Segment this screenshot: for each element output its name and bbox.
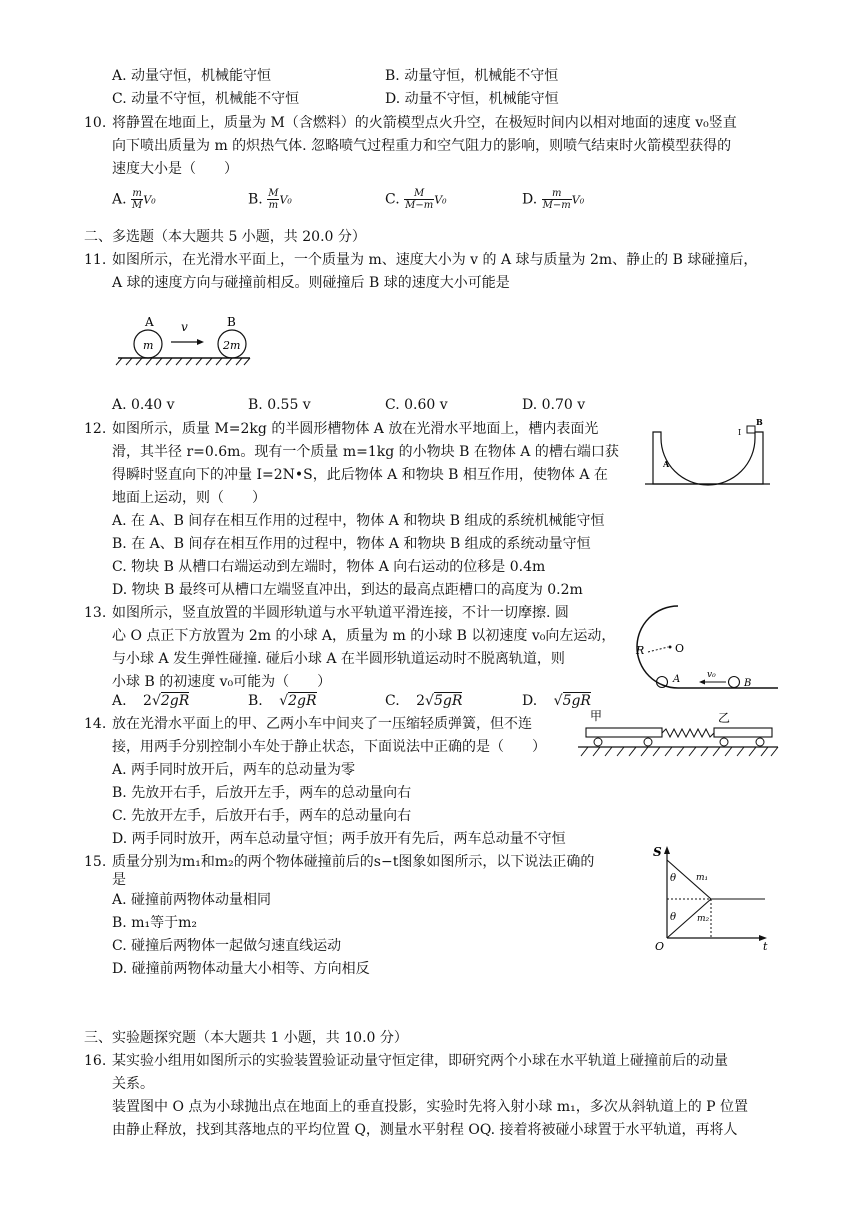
q15-fig-label-m2: m₂ [697,914,710,924]
q12-trough-body [653,432,763,485]
q10-option-b-velocity: V₀ [279,193,292,207]
q13-ball-a [657,677,668,688]
q14-compressed-spring [662,729,714,737]
q13-fig-label-b: B [744,678,752,689]
q13-option-b-sqrt-sign: √ [279,693,289,709]
q13-stem-line3: 与小球 A 发生弹性碰撞. 碰后小球 A 在半圆形轨道运动时不脱离轨道，则 [112,651,565,667]
q11-stem-line1: 如图所示，在光滑水平面上，一个质量为 m、速度大小为 v 的 A 球与质量为 2m、静止的 B 球碰撞后， [112,252,758,268]
q9-option-a: A. 动量守恒，机械能守恒 [112,68,272,84]
q11-option-c: C. 0.60 v [385,397,448,413]
q14-cart-yi [714,728,772,737]
q10-option-c-numerator: M [404,188,434,200]
q11-ball-a-mass: m [143,339,154,352]
q14-stem-line1: 放在光滑水平面上的甲、乙两小车中间夹了一压缩轻质弹簧，但不连 [112,716,532,732]
q10-option-d-fraction [542,188,572,211]
q16-stem-line4: 由静止释放，找到其落地点的平均位置 Q，测量水平射程 OQ. 接着将被碰小球置于水平轨道，再将人 [112,1122,738,1138]
q12-fig-label-i: I [738,428,742,437]
q14-cart-yi-wheel-left [720,738,728,746]
q13-semicircle-track-figure [610,600,780,694]
q12-stem-line3: 得瞬时竖直向下的冲量 I=2N•S，此后物体 A 和物块 B 相互作用，使物体 A 在 [112,467,608,483]
q10-stem-line3: 速度大小是（ ） [112,161,238,177]
q11-stem-line2: A 球的速度方向与碰撞前相反。则碰撞后 B 球的速度大小可能是 [112,275,510,291]
q14-fig-label-jia: 甲 [590,709,603,723]
q10-option-c-label: C. [385,191,400,208]
q15-fig-label-s: S [653,845,662,859]
q12-half-cylinder-trough-figure [645,418,770,490]
q10-option-c-fraction [404,188,434,211]
q13-option-c-coefficient: 2 [416,693,426,709]
q13-option-a-radicand: 2gR [160,693,190,709]
q13-option-a [112,690,189,712]
q10-option-d [522,188,584,212]
q13-center-point [669,646,672,649]
q13-ball-b [729,677,740,688]
q14-option-a: A. 两手同时放开后，两车的总动量为零 [112,762,356,778]
q12-number: 12. [84,421,107,437]
q15-option-d: D. 碰撞前两物体动量大小相等、方向相反 [112,961,370,977]
q10-option-a-numerator: m [132,188,142,199]
q13-stem-line2: 心 O 点正下方放置为 2m 的小球 A，质量为 m 的小球 B 以初速度 v₀向左运动， [112,628,616,644]
q11-velocity-arrowhead [197,339,204,345]
q14-ground-hatching [581,747,778,756]
q14-spring-carts-figure [578,706,778,764]
q14-fig-label-yi: 乙 [718,711,731,725]
q10-option-b-denominator: m [268,200,279,211]
q12-option-a: A. 在 A、B 间存在相互作用的过程中，物体 A 和物块 B 组成的系统机械能守恒 [112,513,605,529]
q15-number: 15. [84,854,107,870]
q12-option-c: C. 物块 B 从槽口右端运动到左端时，物体 A 向右运动的位移是 0.4m [112,559,546,575]
q11-ball-b-mass: 2m [223,339,241,352]
q11-fig-label-v: v [181,320,188,334]
q11-option-b: B. 0.55 v [248,397,311,413]
q10-number: 10. [84,115,107,131]
q10-option-a-label: A. [112,191,127,208]
q14-option-b: B. 先放开右手，后放开左手，两车的总动量向右 [112,785,412,801]
q16-stem-line3: 装置图中 O 点为小球抛出点在地面上的垂直投影，实验时先将入射小球 m₁，多次从斜轨道上的 P 位置 [112,1099,749,1115]
q15-option-b: B. m₁等于m₂ [112,915,197,931]
section-heading-experiment: 三、实验题探究题（本大题共 1 小题，共 10.0 分） [84,1030,408,1046]
q10-option-c [385,188,447,212]
q14-cart-yi-wheel-right [756,738,764,746]
q15-fig-label-theta-upper: θ [670,873,677,884]
q12-option-d: D. 物块 B 最终可从槽口左端竖直冲出，到达的最高点距槽口的高度为 0.2m [112,582,583,598]
q13-option-c-radicand: 5gR [433,693,463,709]
q13-option-c-sqrt-sign: √ [425,693,434,709]
q12-stem-line4: 地面上运动，则（ ） [112,490,266,506]
q10-option-b-label: B. [248,191,263,208]
q15-stem-line2: 是 [112,872,126,888]
q13-option-a-coefficient: 2 [143,693,152,709]
q10-option-b-numerator: M [268,188,279,199]
q14-number: 14. [84,716,107,732]
q10-option-d-label: D. [522,191,538,208]
q10-option-d-denominator: M−m [542,200,571,211]
q15-s-t-graph-figure [645,842,775,953]
q12-stem-line1: 如图所示，质量 M=2kg 的半圆形槽物体 A 放在光滑水平地面上，槽内表面光 [112,421,599,437]
q12-block-b [747,426,755,433]
q15-s-axis-arrowhead [664,846,670,854]
q13-number: 13. [84,605,107,621]
q13-fig-label-r: R [636,644,645,657]
q13-option-c [385,690,462,712]
q12-fig-label-a: A [663,459,670,469]
q13-option-b-radicand: 2gR [288,693,317,709]
q15-fig-label-m1: m₁ [696,873,709,883]
q10-option-c-denominator: M−m [405,200,434,211]
q12-fig-label-b: B [756,417,763,427]
q10-stem-line1: 将静置在地面上，质量为 M（含燃料）的火箭模型点火升空，在极短时间内以相对地面的速度 v₀竖直 [112,115,737,131]
q11-fig-label-a: A [145,315,154,329]
q14-option-d: D. 两手同时放开，两车总动量守恒；两手放开有先后，两车总动量不守恒 [112,831,566,847]
q11-fig-label-b: B [227,315,236,329]
q10-option-b [248,188,292,212]
q13-radius-line [648,647,668,652]
q10-option-d-velocity: V₀ [571,193,585,207]
q13-option-b [248,690,317,712]
q10-stem-line2: 向下喷出质量为 m 的炽热气体. 忽略喷气过程重力和空气阻力的影响，则喷气结束时火箭模型获得的 [112,138,732,154]
q16-stem-line1: 某实验小组用如图所示的实验装置验证动量守恒定律，即研究两个小球在水平轨道上碰撞前后的动量 [112,1053,728,1069]
q14-option-c: C. 先放开左手，后放开右手，两车的总动量向右 [112,808,412,824]
q14-cart-jia-wheel-right [644,738,652,746]
q10-option-a-fraction [131,188,143,211]
q13-velocity-arrowhead [699,680,705,685]
q15-stem-line1: 质量分别为m₁和m₂的两个物体碰撞前后的s−t图象如图所示，以下说法正确的 [112,854,595,870]
q15-option-c: C. 碰撞后两物体一起做匀速直线运动 [112,938,342,954]
q10-option-d-numerator: m [542,188,572,200]
q14-stem-line2: 接，用两手分别控制小车处于静止状态，下面说法中正确的是（ ） [112,739,546,755]
q14-cart-jia-wheel-left [594,738,602,746]
q10-option-a [112,188,156,212]
q15-option-a: A. 碰撞前两物体动量相同 [112,892,272,908]
q13-option-d-radicand: 5gR [562,693,591,709]
q9-option-d: D. 动量不守恒，机械能守恒 [385,91,559,107]
section-heading-multiple-choice: 二、多选题（本大题共 5 小题，共 20.0 分） [84,229,366,245]
q12-stem-line2: 滑，其半径 r=0.6m。现有一个质量 m=1kg 的小物块 B 在物体 A 的槽右端口获 [112,444,619,460]
q16-number: 16. [84,1053,107,1069]
q10-option-a-denominator: M [132,200,143,211]
q13-fig-label-v0: v₀ [707,670,716,680]
q13-stem-line1: 如图所示，竖直放置的半圆形轨道与水平轨道平滑连接，不计一切摩擦. 圆 [112,605,569,621]
q15-fig-label-o: O [655,940,665,953]
q11-ground-hatching [116,358,250,365]
q13-option-b-label: B. [248,693,263,709]
q13-fig-label-o: O [675,642,685,655]
q11-number: 11. [84,252,107,268]
q16-stem-line2: 关系。 [112,1076,154,1092]
q13-option-a-label: A. [112,693,127,709]
q14-cart-jia [586,728,662,737]
q13-option-d-label: D. [522,693,538,709]
q12-option-b: B. 在 A、B 间存在相互作用的过程中，物体 A 和物块 B 组成的系统动量守恒 [112,536,591,552]
q9-option-b: B. 动量守恒，机械能不守恒 [385,68,559,84]
q13-option-a-sqrt-sign: √ [151,693,161,709]
q9-option-c: C. 动量不守恒，机械能不守恒 [112,91,300,107]
q11-collision-figure [108,310,258,376]
q11-option-a: A. 0.40 v [112,397,175,413]
q13-option-d-sqrt-sign: √ [553,693,563,709]
q13-fig-label-a: A [673,674,681,685]
q10-option-b-fraction [267,188,279,211]
q15-fig-label-t: t [763,940,768,953]
q11-option-d: D. 0.70 v [522,397,586,413]
q13-option-c-label: C. [385,693,400,709]
q10-option-c-velocity: V₀ [434,193,447,207]
q15-fig-label-theta-lower: θ [670,912,677,923]
q13-stem-line4: 小球 B 的初速度 v₀可能为（ ） [112,674,332,690]
q10-option-a-velocity: V₀ [143,193,156,207]
